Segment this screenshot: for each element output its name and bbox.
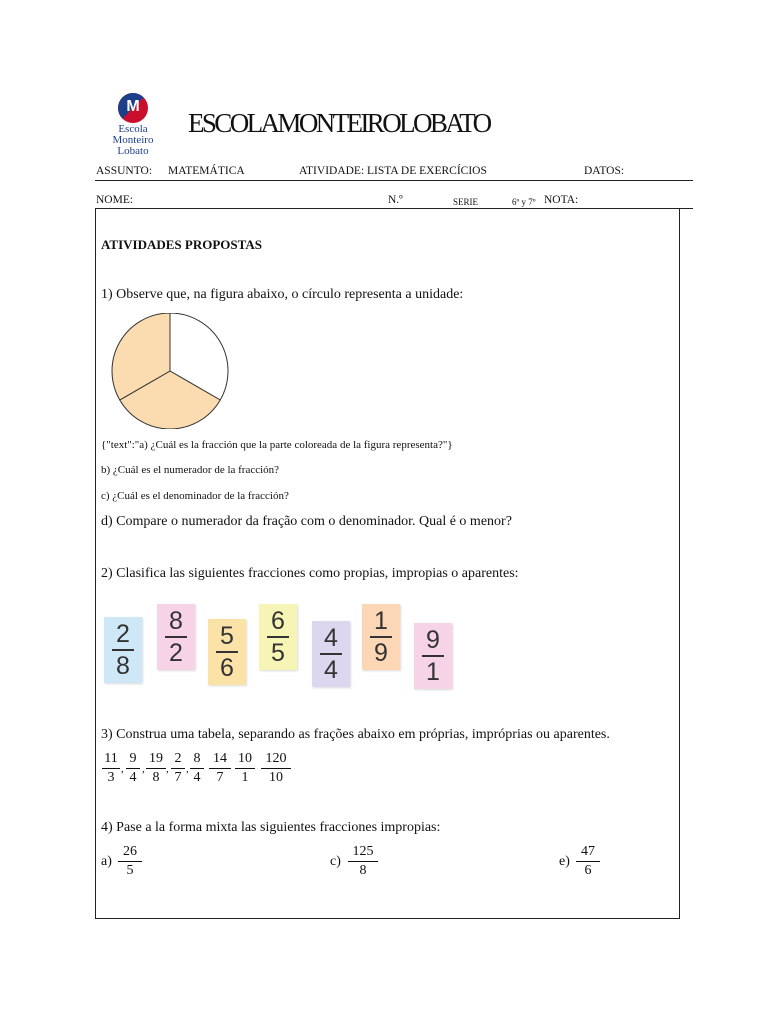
question-1: 1) Observe que, na figura abaixo, o círculo representa a unidade:	[101, 287, 464, 302]
q3-fraction	[190, 751, 204, 786]
question-1c: c) ¿Cuál es el denominador de la fracción?	[101, 490, 289, 502]
card-denominator: 4	[324, 656, 338, 684]
q3-separator: ,	[142, 763, 145, 775]
assunto-value: MATEMÁTICA	[168, 165, 245, 177]
logo-mark: M	[118, 93, 148, 123]
fraction-denominator: 6	[584, 863, 592, 878]
card-numerator: 6	[271, 607, 285, 635]
q3-separator: ,	[121, 763, 124, 775]
logo-line-1: Escola	[118, 123, 148, 135]
fraction-numerator: 19	[149, 751, 163, 766]
card-denominator: 5	[271, 639, 285, 667]
q3-fraction	[126, 751, 140, 786]
fraction-denominator: 4	[193, 770, 201, 785]
card-fraction-bar	[370, 636, 392, 638]
fraction-numerator: 26	[123, 844, 137, 859]
fraction-numerator: 47	[581, 844, 595, 859]
question-1a: {"text":"a) ¿Cuál es la fracción que la parte coloreada de la figura representa?"}	[101, 439, 453, 451]
atividade-label: ATIVIDADE: LISTA DE EXERCÍCIOS	[299, 165, 487, 177]
fraction-numerator: 9	[129, 751, 137, 766]
fraction-bar	[576, 861, 600, 862]
q4-fraction	[118, 844, 142, 879]
card-fraction-bar	[112, 649, 134, 651]
card-numerator: 2	[116, 620, 130, 648]
card-fraction-bar	[422, 655, 444, 657]
fraction-bar	[102, 768, 120, 769]
question-3: 3) Construa uma tabela, separando as frações abaixo em próprias, impróprias ou aparentes.	[101, 727, 610, 742]
card-numerator: 1	[374, 607, 388, 635]
question-2: 2) Clasifica las siguientes fracciones como propias, impropias o aparentes:	[101, 566, 519, 581]
fraction-card	[157, 604, 195, 670]
question-1d: d) Compare o numerador da fração com o denominador. Qual é o menor?	[101, 514, 512, 529]
card-denominator: 9	[374, 639, 388, 667]
logo-line-3: Lobato	[117, 145, 149, 157]
q3-fraction	[102, 751, 120, 786]
fraction-denominator: 7	[174, 770, 182, 785]
q3-fraction	[235, 751, 255, 786]
fraction-bar	[190, 768, 204, 769]
fraction-denominator: 8	[152, 770, 160, 785]
section-title: ATIVIDADES PROPOSTAS	[101, 237, 262, 252]
assunto-label: ASSUNTO:	[96, 165, 153, 177]
fraction-numerator: 14	[213, 751, 227, 766]
card-fraction-bar	[165, 636, 187, 638]
q4-fraction	[576, 844, 600, 879]
q4-item-label: c)	[330, 854, 341, 869]
fraction-bar	[126, 768, 140, 769]
card-numerator: 9	[426, 626, 440, 654]
serie-value: 6º y 7º	[512, 197, 536, 207]
q4-fraction	[348, 844, 378, 879]
fraction-numerator: 120	[265, 751, 287, 766]
card-numerator: 5	[220, 622, 234, 650]
card-numerator: 8	[169, 607, 183, 635]
q4-item-label: e)	[559, 854, 570, 869]
unit-circle-figure	[105, 313, 235, 429]
fraction-card	[259, 604, 297, 670]
q3-separator: ,	[166, 763, 169, 775]
card-fraction-bar	[267, 636, 289, 638]
q3-fraction	[209, 751, 231, 786]
fraction-denominator: 5	[126, 863, 134, 878]
nome-label: NOME:	[96, 194, 134, 206]
fraction-card	[362, 604, 400, 670]
fraction-card	[208, 619, 246, 685]
q3-fraction	[146, 751, 166, 786]
logo-text	[103, 124, 163, 157]
q3-fraction	[171, 751, 185, 786]
card-numerator: 4	[324, 624, 338, 652]
datos-label: DATOS:	[584, 165, 625, 177]
fraction-card	[312, 621, 350, 687]
fraction-denominator: 4	[129, 770, 137, 785]
card-fraction-bar	[216, 651, 238, 653]
q4-item-label: a)	[101, 854, 112, 869]
fraction-card	[104, 617, 142, 683]
fraction-numerator: 8	[193, 751, 201, 766]
numero-label: N.º	[388, 194, 403, 206]
fraction-denominator: 3	[107, 770, 115, 785]
q3-separator: ,	[186, 763, 189, 775]
logo-line-2: Monteiro	[112, 134, 154, 146]
fraction-bar	[146, 768, 166, 769]
card-denominator: 6	[220, 654, 234, 682]
nota-label: NOTA:	[544, 194, 579, 206]
card-denominator: 8	[116, 652, 130, 680]
serie-label: SERIE	[453, 197, 479, 207]
fraction-card	[414, 623, 452, 689]
fraction-bar	[261, 768, 291, 769]
fraction-denominator: 8	[359, 863, 367, 878]
fraction-numerator: 2	[174, 751, 182, 766]
fraction-denominator: 7	[216, 770, 224, 785]
fraction-numerator: 10	[238, 751, 252, 766]
card-denominator: 1	[426, 658, 440, 686]
fraction-denominator: 10	[269, 770, 283, 785]
school-title: ESCOLAMONTEIROLOBATO	[188, 108, 490, 138]
card-denominator: 2	[169, 639, 183, 667]
fraction-bar	[235, 768, 255, 769]
fraction-bar	[209, 768, 231, 769]
fraction-bar	[171, 768, 185, 769]
fraction-bar	[348, 861, 378, 862]
fraction-numerator: 125	[352, 844, 374, 859]
fraction-bar	[118, 861, 142, 862]
card-fraction-bar	[320, 653, 342, 655]
school-logo	[103, 93, 163, 163]
fraction-denominator: 1	[241, 770, 249, 785]
question-1b: b) ¿Cuál es el numerador de la fracción?	[101, 464, 280, 476]
fraction-numerator: 11	[104, 751, 118, 766]
header-divider	[95, 180, 693, 181]
question-4: 4) Pase a la forma mixta las siguientes fracciones impropias:	[101, 820, 441, 835]
q3-fraction	[261, 751, 291, 786]
